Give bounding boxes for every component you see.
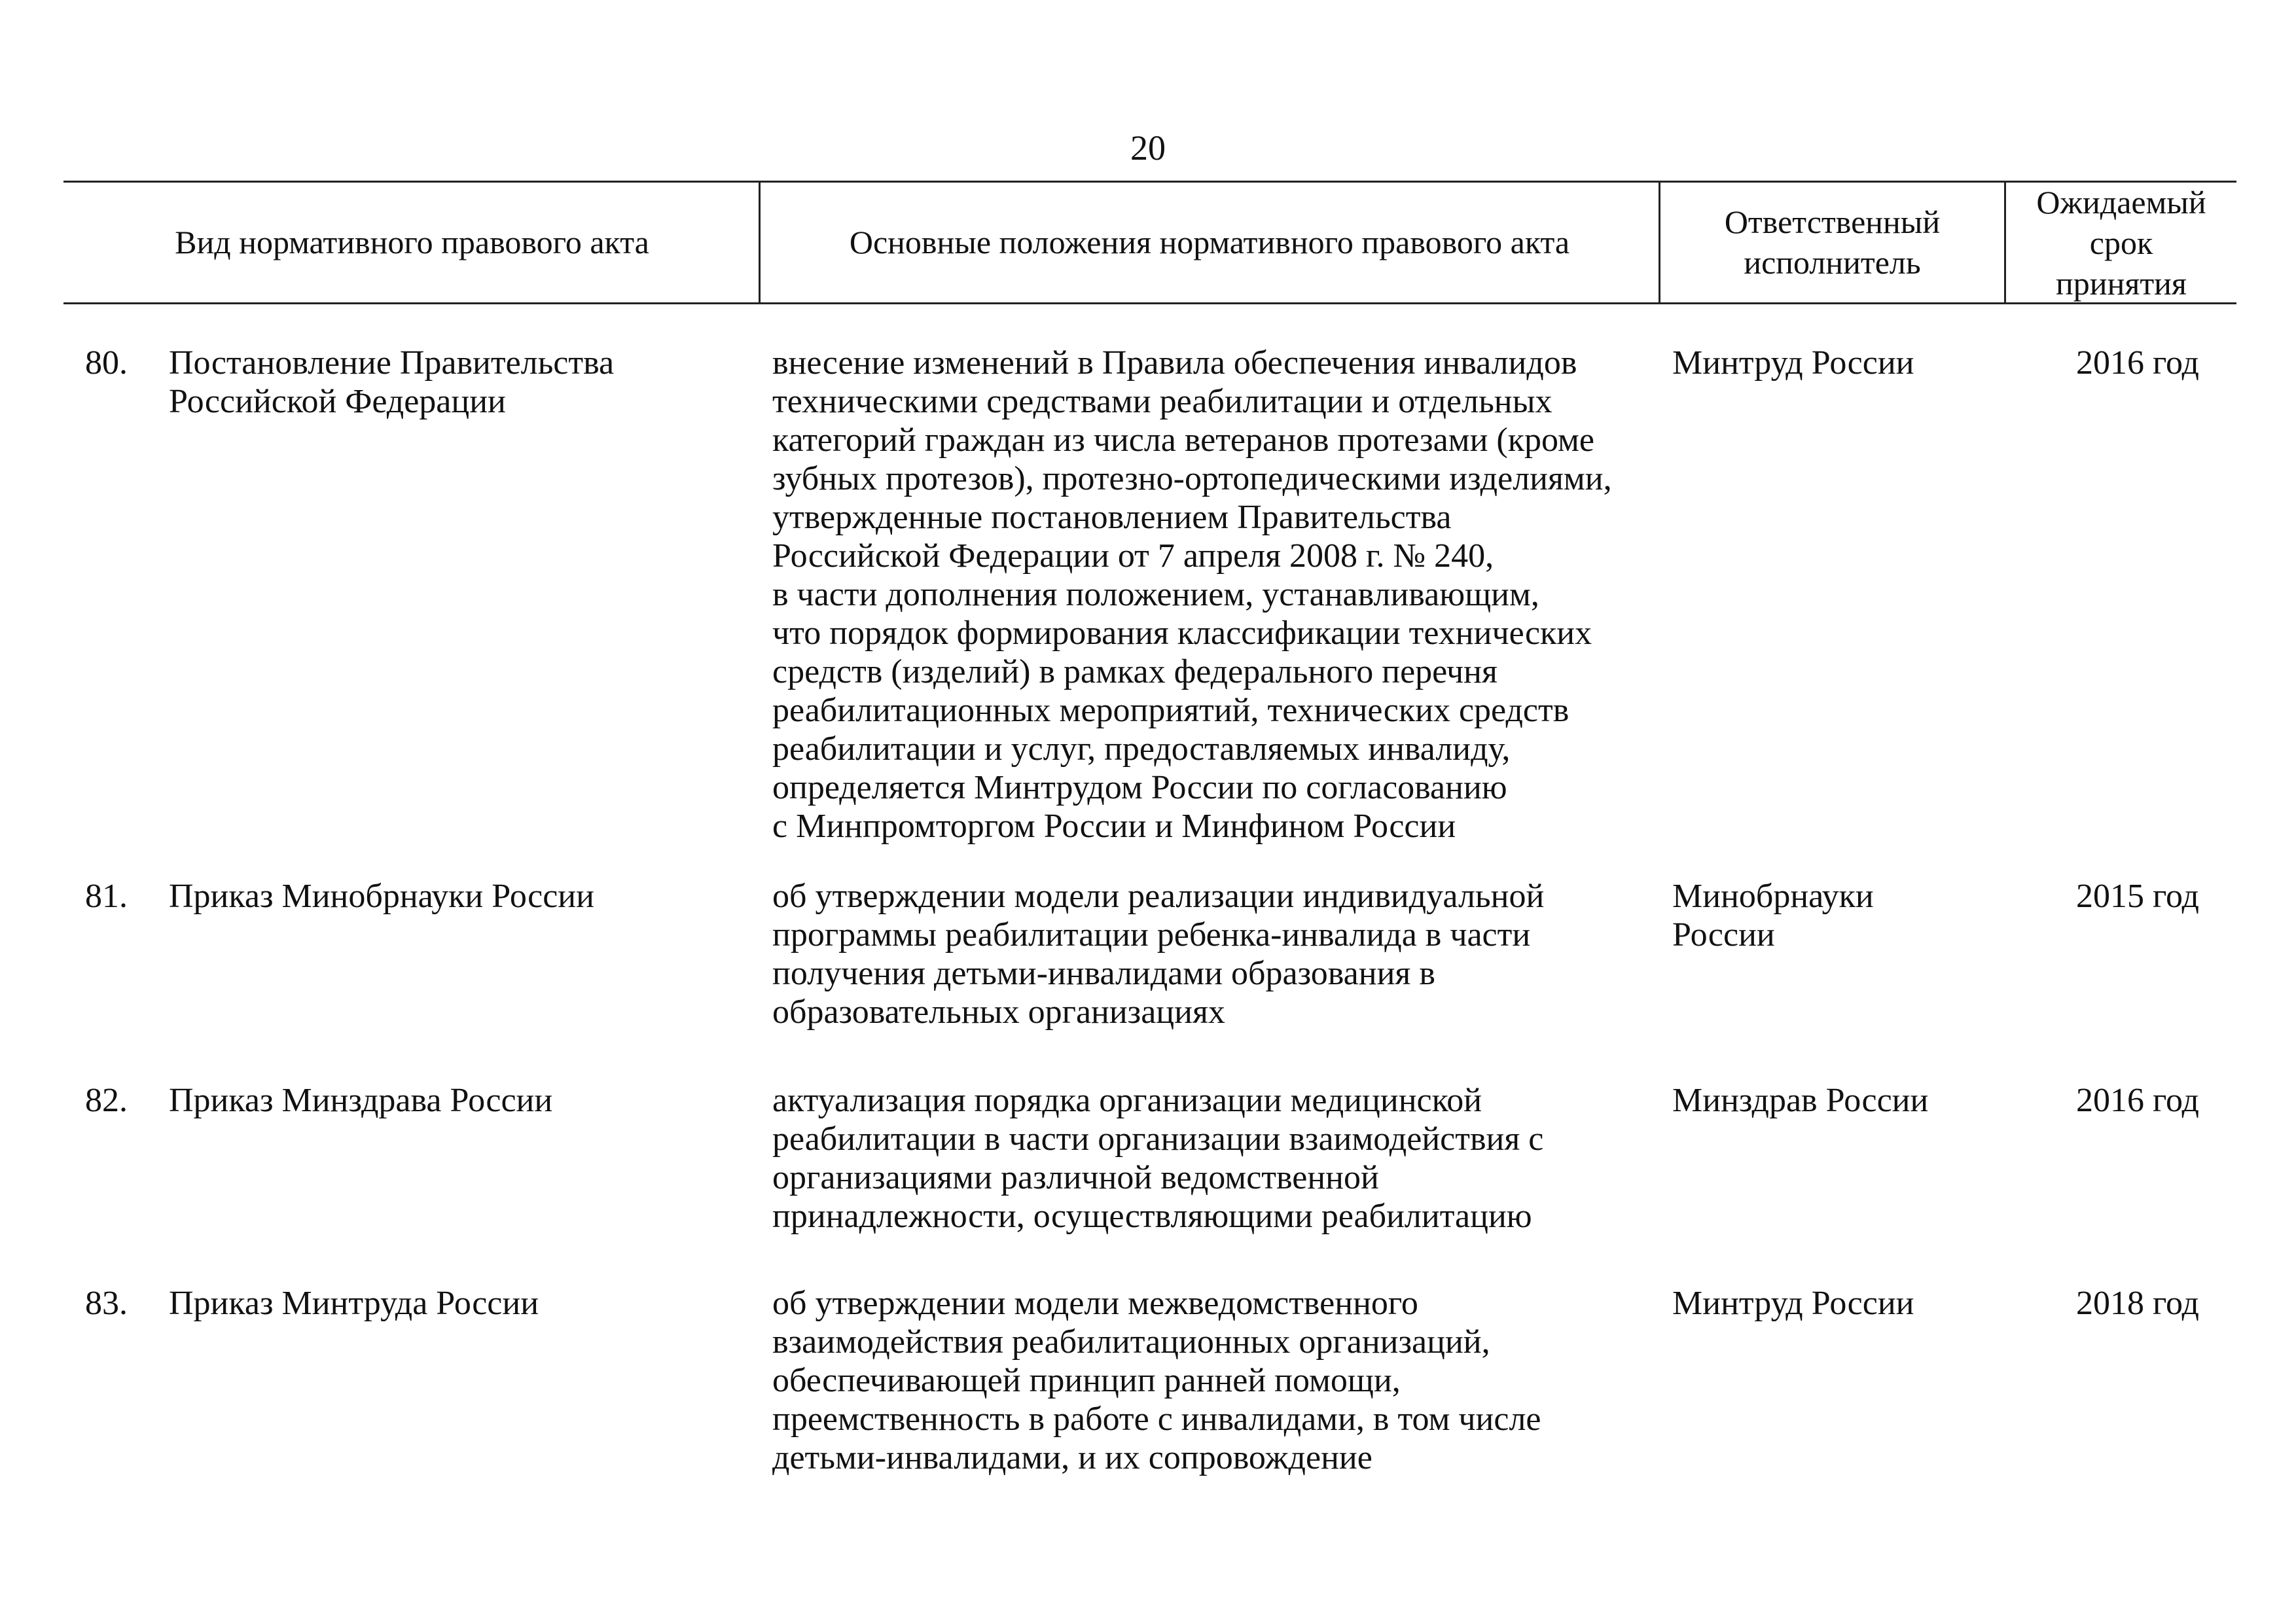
provision-line: техническими средствами реабилитации и отдельных <box>772 383 1552 420</box>
provision-line: утвержденные постановлением Правительства <box>772 499 1452 536</box>
responsible-line: Минобрнауки <box>1672 878 1874 915</box>
row-act-type <box>169 344 614 421</box>
provision-line: в части дополнения положением, устанавливающим, <box>772 576 1539 613</box>
provision-line: реабилитации в части организации взаимодействия с <box>772 1120 1544 1158</box>
header-act-type-label: Вид нормативного правового акта <box>175 224 649 260</box>
header-act-type <box>65 181 759 304</box>
row-responsible <box>1672 1081 1928 1120</box>
provision-line: организациями различной ведомственной <box>772 1159 1379 1196</box>
row-responsible <box>1672 1284 1914 1323</box>
act-line: Постановление Правительства <box>169 344 615 382</box>
provision-line: категорий граждан из числа ветеранов протезами (кроме <box>772 421 1594 459</box>
header-provisions <box>761 181 1659 304</box>
row-number: 82. <box>85 1082 128 1119</box>
provision-line: обеспечивающей принцип ранней помощи, <box>772 1362 1401 1399</box>
row-provisions <box>772 344 1612 846</box>
row-number: 83. <box>85 1285 128 1322</box>
provision-line: средств (изделий) в рамках федерального перечня <box>772 653 1498 690</box>
responsible-line: Минтруд России <box>1672 1285 1914 1322</box>
responsible-line: Минздрав России <box>1672 1082 1929 1119</box>
header-deadline-line: Ожидаемый <box>2036 184 2206 221</box>
provision-line: с Минпромторгом России и Минфином России <box>772 808 1456 845</box>
responsible-line: Минтруд России <box>1672 344 1914 382</box>
row-provisions <box>772 877 1544 1031</box>
row-number: 80. <box>85 344 128 382</box>
header-provisions-label: Основные положения нормативного правового акта <box>849 224 1570 260</box>
act-line: Приказ Минздрава России <box>169 1082 553 1119</box>
act-line: Приказ Минтруда России <box>169 1285 539 1322</box>
provision-line: взаимодействия реабилитационных организаций, <box>772 1323 1490 1361</box>
header-deadline <box>2006 181 2236 304</box>
provision-line: зубных протезов), протезно-ортопедическими изделиями, <box>772 460 1612 497</box>
provision-line: реабилитационных мероприятий, технических средств <box>772 692 1570 729</box>
header-responsible-line: Ответственный <box>1724 204 1941 240</box>
row-deadline: 2015 год <box>2076 878 2199 915</box>
provision-line: что порядок формирования классификации технических <box>772 615 1592 652</box>
header-deadline-line: срок <box>2089 224 2153 261</box>
row-provisions <box>772 1081 1543 1236</box>
header-responsible-line: исполнитель <box>1744 244 1921 281</box>
row-number: 81. <box>85 878 128 915</box>
header-responsible <box>1660 181 2004 304</box>
provision-line: Российской Федерации от 7 апреля 2008 г. № 240, <box>772 537 1494 575</box>
provision-line: определяется Минтрудом России по согласованию <box>772 769 1507 806</box>
provision-line: детьми-инвалидами, и их сопровождение <box>772 1439 1372 1476</box>
act-line: Приказ Минобрнауки России <box>169 878 594 915</box>
row-deadline: 2016 год <box>2076 1082 2199 1119</box>
provision-line: программы реабилитации ребенка-инвалида в части <box>772 916 1531 954</box>
row-deadline: 2018 год <box>2076 1285 2199 1322</box>
row-deadline: 2016 год <box>2076 344 2199 382</box>
provision-line: актуализация порядка организации медицинской <box>772 1082 1482 1119</box>
row-provisions <box>772 1284 1541 1477</box>
provision-line: принадлежности, осуществляющими реабилитацию <box>772 1198 1532 1235</box>
provision-line: об утверждении модели межведомственного <box>772 1285 1418 1322</box>
provision-line: об утверждении модели реализации индивидуальной <box>772 878 1545 915</box>
row-responsible <box>1672 877 1874 954</box>
row-act-type <box>169 1284 539 1323</box>
provision-line: преемственность в работе с инвалидами, в том числе <box>772 1400 1541 1438</box>
row-responsible <box>1672 344 1914 382</box>
provision-line: получения детьми-инвалидами образования в <box>772 955 1435 992</box>
provision-line: образовательных организациях <box>772 993 1225 1031</box>
row-act-type <box>169 877 594 916</box>
provision-line: реабилитации и услуг, предоставляемых инвалиду, <box>772 730 1511 768</box>
act-line: Российской Федерации <box>169 383 506 420</box>
header-deadline-line: принятия <box>2056 265 2187 302</box>
page-number: 20 <box>1130 128 1166 168</box>
row-act-type <box>169 1081 552 1120</box>
provision-line: внесение изменений в Правила обеспечения инвалидов <box>772 344 1577 382</box>
responsible-line: России <box>1672 916 1775 954</box>
